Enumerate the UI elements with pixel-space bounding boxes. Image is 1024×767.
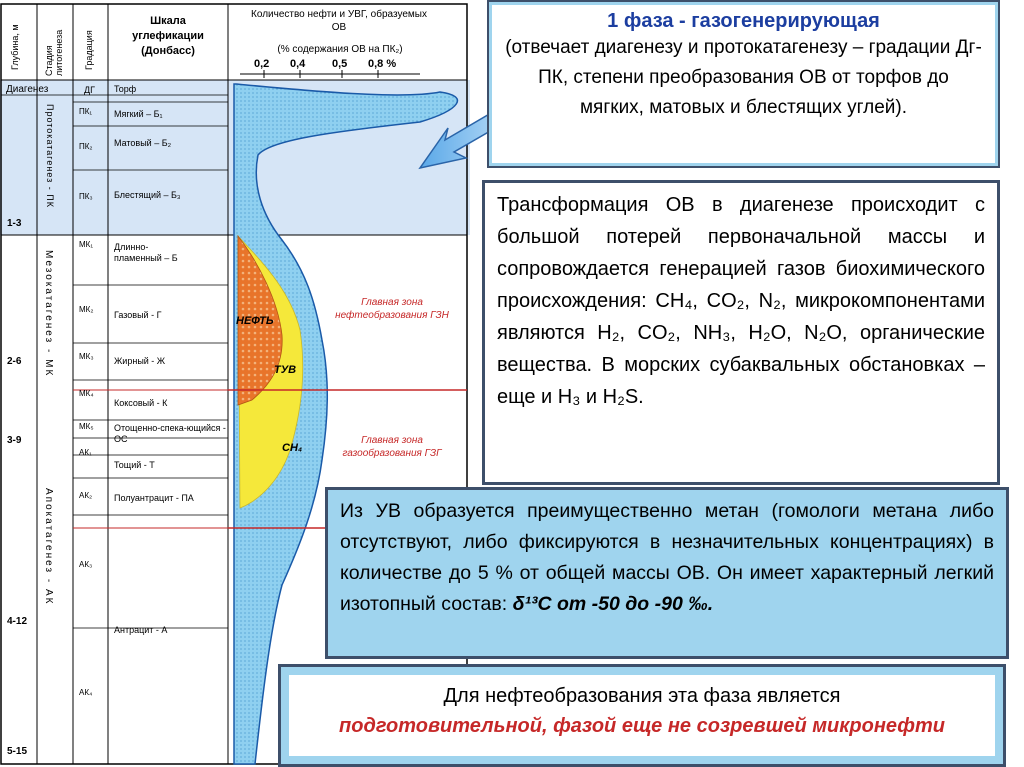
stage-header: Стадия литогенеза — [44, 29, 64, 76]
depth-value: 2-6 — [7, 356, 22, 367]
transform-text: Трансформация ОВ в диагенезе происходит с большой потерей первоначальной массы и сопровождается генерацией газов биохимического происхождения: CH₄, CO₂, N₂, микрокомпонентами являются H₂, CO₂, NH₃, H₂O, N₂O, органические вещества. В морских субаквальных обстановках – еще и H₃ и H₂S. — [497, 194, 985, 408]
conclusion-line2: подготовительной, фазой еще не созревшей микронефти — [339, 715, 945, 737]
amount-header: Количество нефти и УВГ, образуемых ОВ — [251, 9, 427, 33]
gradation-label: АК₁ — [79, 448, 92, 457]
rank-label: Матовый – Б₂ — [114, 138, 172, 148]
rank-label: Блестящий – Б₃ — [114, 190, 181, 200]
depth-value: 1-3 — [7, 218, 22, 229]
isotope-text: δ¹³С от -50 до -90 ‰. — [512, 593, 714, 615]
stage-apokatagenez: Апокатагенез - АК — [43, 488, 54, 606]
stage-diagenez: Диагенез — [6, 84, 49, 95]
tick-label: 0,5 — [332, 58, 348, 70]
rank-label: Отощенно-спека-ющийся - ОС — [114, 423, 226, 444]
depth-value: 4-12 — [7, 616, 28, 627]
depth-value: 3-9 — [7, 435, 22, 446]
amount-unit: (% содержания ОВ на ПК₂) — [277, 44, 403, 55]
gradation-label: АК₄ — [79, 688, 93, 697]
phase-title: 1 фаза - газогенерирующая — [607, 10, 880, 32]
stage-protokatagenez: Протокатагенез - ПК — [45, 104, 55, 208]
conclusion-line1: Для нефтеобразования эта фаза является — [443, 685, 841, 707]
gradation-header: Градация — [84, 30, 94, 70]
oil-label: НЕФТЬ — [236, 315, 274, 327]
rank-label: Полуантрацит - ПА — [114, 493, 194, 503]
depth-header: Глубина, м — [10, 24, 20, 70]
scale-header: Шкала углефикации (Донбасс) — [132, 15, 204, 57]
gradation-label: АК₃ — [79, 560, 93, 569]
gradation-label: ПК₃ — [79, 192, 93, 201]
ch4-label: CH₄ — [282, 442, 303, 454]
stage-mezokatagenez: Мезокатагенез - МК — [43, 250, 54, 378]
tick-label: 0,4 — [290, 58, 306, 70]
gradation-label: АК₂ — [79, 491, 93, 500]
gradation-label: МК₁ — [79, 240, 94, 249]
phase-text: (отвечает диагенезу и протокатагенезу – градации Дг-ПК, степени преобразования ОВ от торфов до мягких, матовых и блестящих углей). — [505, 37, 982, 118]
gradation-label: МК₄ — [79, 389, 94, 398]
phase-box — [487, 0, 1000, 168]
methane-text: Из УВ образуется преимущественно метан (гомологи метана либо отсутствуют, либо фиксируются в незначительных концентрациях) в количестве до 5 % от общей массы ОВ. Он имеет характерный легкий изотопный состав: — [340, 500, 994, 615]
tick-label: 0,2 — [254, 58, 270, 70]
gradation-label: МК₅ — [79, 422, 94, 431]
gradation-label: МК₃ — [79, 352, 94, 361]
gradation-label: МК₂ — [79, 305, 94, 314]
rank-label: Длинно-пламенный – Б — [114, 242, 178, 263]
rank-label: Антрацит - А — [114, 625, 168, 635]
rank-label: Коксовый - К — [114, 398, 168, 408]
rank-label: Газовый - Г — [114, 310, 162, 320]
transform-box — [482, 180, 1000, 485]
gradation-label: ПК₁ — [79, 107, 93, 116]
depth-value: 5-15 — [7, 746, 28, 757]
tuv-label: ТУВ — [274, 364, 297, 376]
tick-label: 0,8 % — [368, 58, 397, 70]
rank-label: Мягкий – Б₁ — [114, 109, 163, 119]
methane-box — [325, 487, 1009, 659]
gradation-label: ПК₂ — [79, 142, 93, 151]
gradation-label: ДГ — [84, 85, 95, 95]
conclusion-box — [278, 664, 1006, 767]
zone-oil-label: Главная зона нефтеобразования ГЗН — [335, 297, 449, 321]
zone-gas-label: Главная зона газообразования ГЗГ — [342, 435, 442, 459]
rank-label: Тощий - Т — [114, 460, 155, 470]
rank-label: Жирный - Ж — [114, 356, 166, 366]
rank-label: Торф — [114, 84, 137, 94]
